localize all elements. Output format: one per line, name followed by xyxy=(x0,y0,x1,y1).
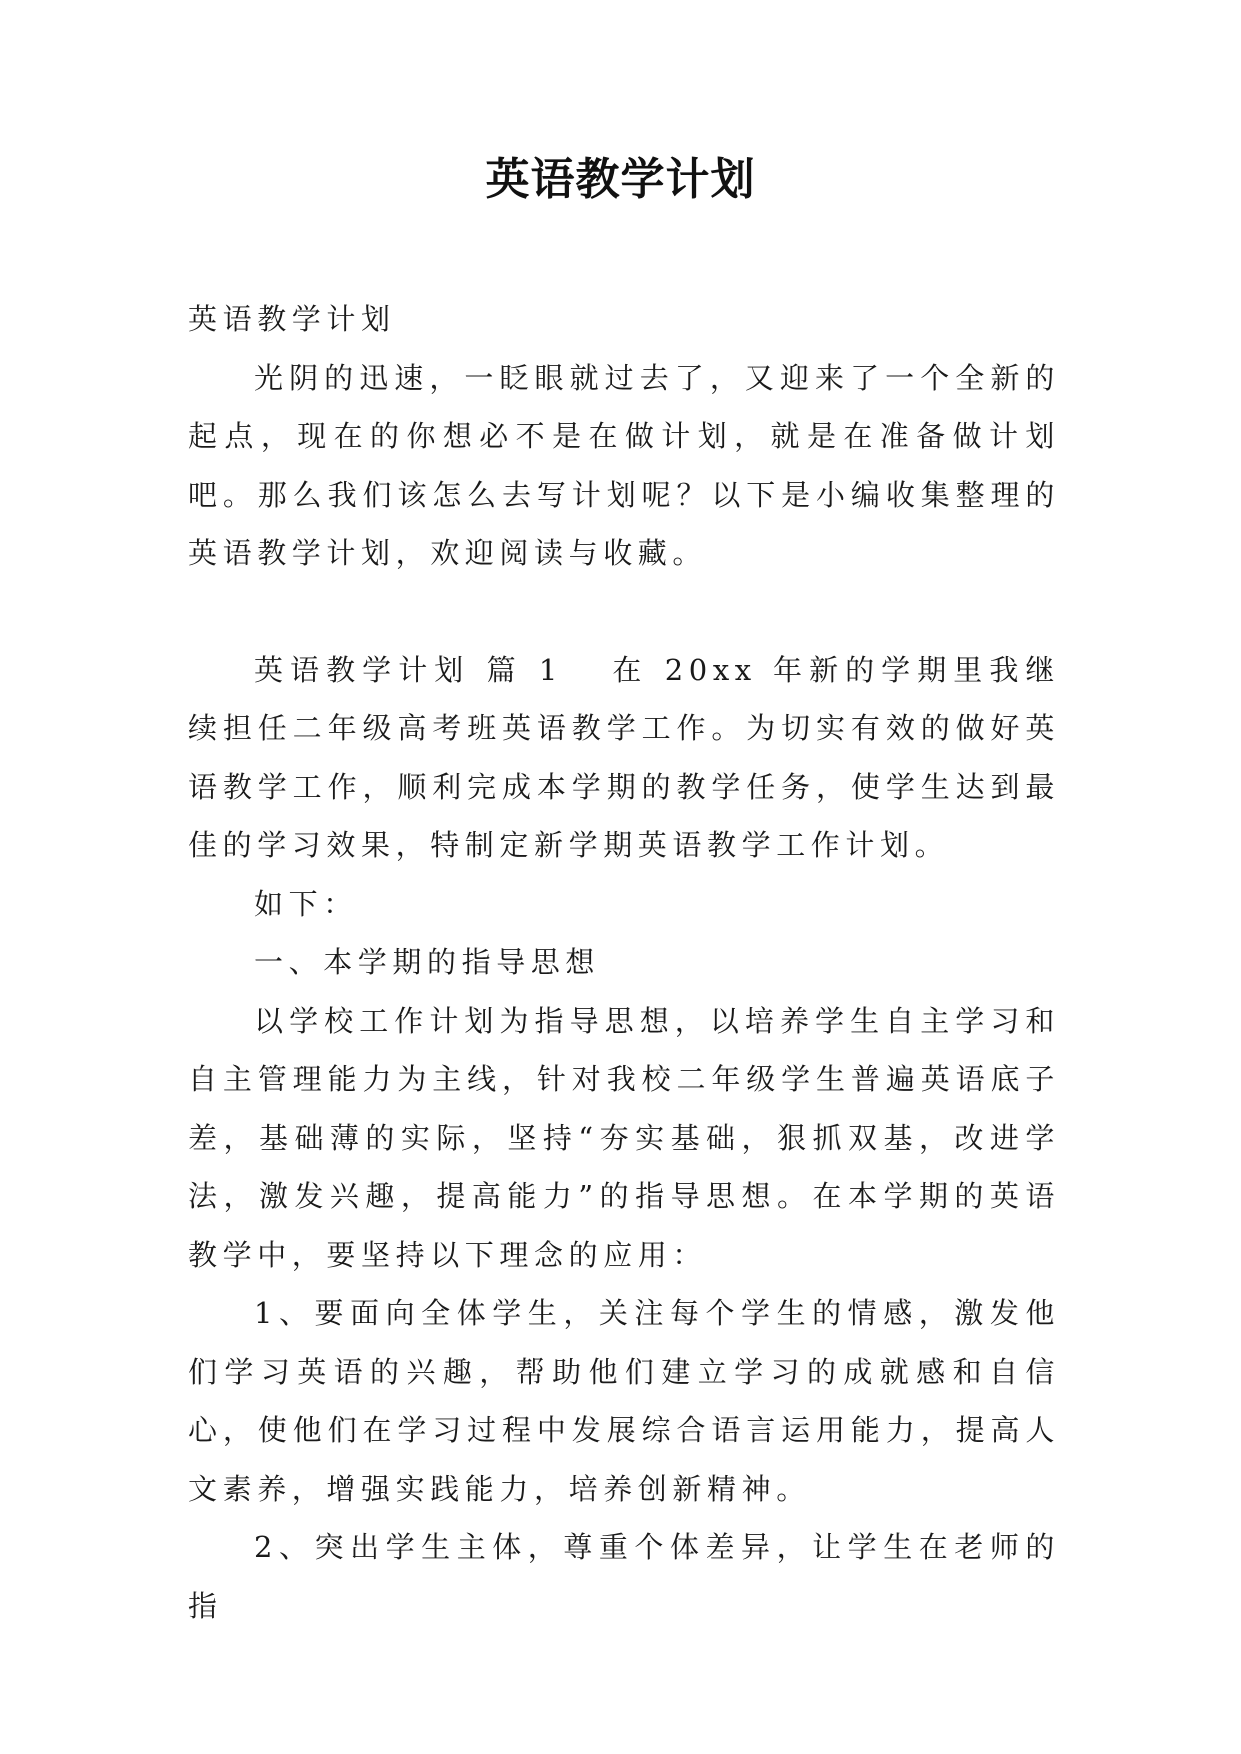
paragraph-guiding-ideology: 以学校工作计划为指导思想，以培养学生自主学习和自主管理能力为主线，针对我校二年级学生普遍英语底子差，基础薄的实际，坚持“夯实基础，狠抓双基，改进学法，激发兴趣，提高能力”的指导思想。在本学期的英语教学中，要坚持以下理念的应用： xyxy=(188,1003,1060,1272)
intro-paragraph: 光阴的迅速，一眨眼就过去了，又迎来了一个全新的起点，现在的你想必不是在做计划，就是在准备做计划吧。那么我们该怎么去写计划呢？以下是小编收集整理的英语教学计划，欢迎阅读与收藏。 xyxy=(188,360,1060,570)
blank-line xyxy=(188,583,1060,641)
heading-guiding-ideology: 一、本学期的指导思想 xyxy=(254,945,601,979)
paragraph-as-follows: 如下： xyxy=(254,886,358,921)
section-1-heading: 英语教学计划 篇 1 xyxy=(254,652,563,687)
document-title: 英语教学计划 xyxy=(485,154,756,205)
paragraph-point-1: 1、要面向全体学生，关注每个学生的情感，激发他们学习英语的兴趣，帮助他们建立学习的成就感和自信心，使他们在学习过程中发展综合语言运用能力，提高人文素养，增强实践能力，培养创新精神。 xyxy=(188,1296,1060,1506)
document-body xyxy=(188,290,1060,1635)
subtitle: 英语教学计划 xyxy=(188,302,396,336)
section-1-text: 在 20xx 年新的学期里我继续担任二年级高考班英语教学工作。为切实有效的做好英语教学工作，顺利完成本学期的教学任务，使学生达到最佳的学习效果，特制定新学期英语教学工作计划。 xyxy=(188,652,1060,862)
section-1-paragraph xyxy=(188,641,1060,875)
paragraph-point-2: 2、突出学生主体，尊重个体差异，让学生在老师的指 xyxy=(188,1530,1060,1623)
